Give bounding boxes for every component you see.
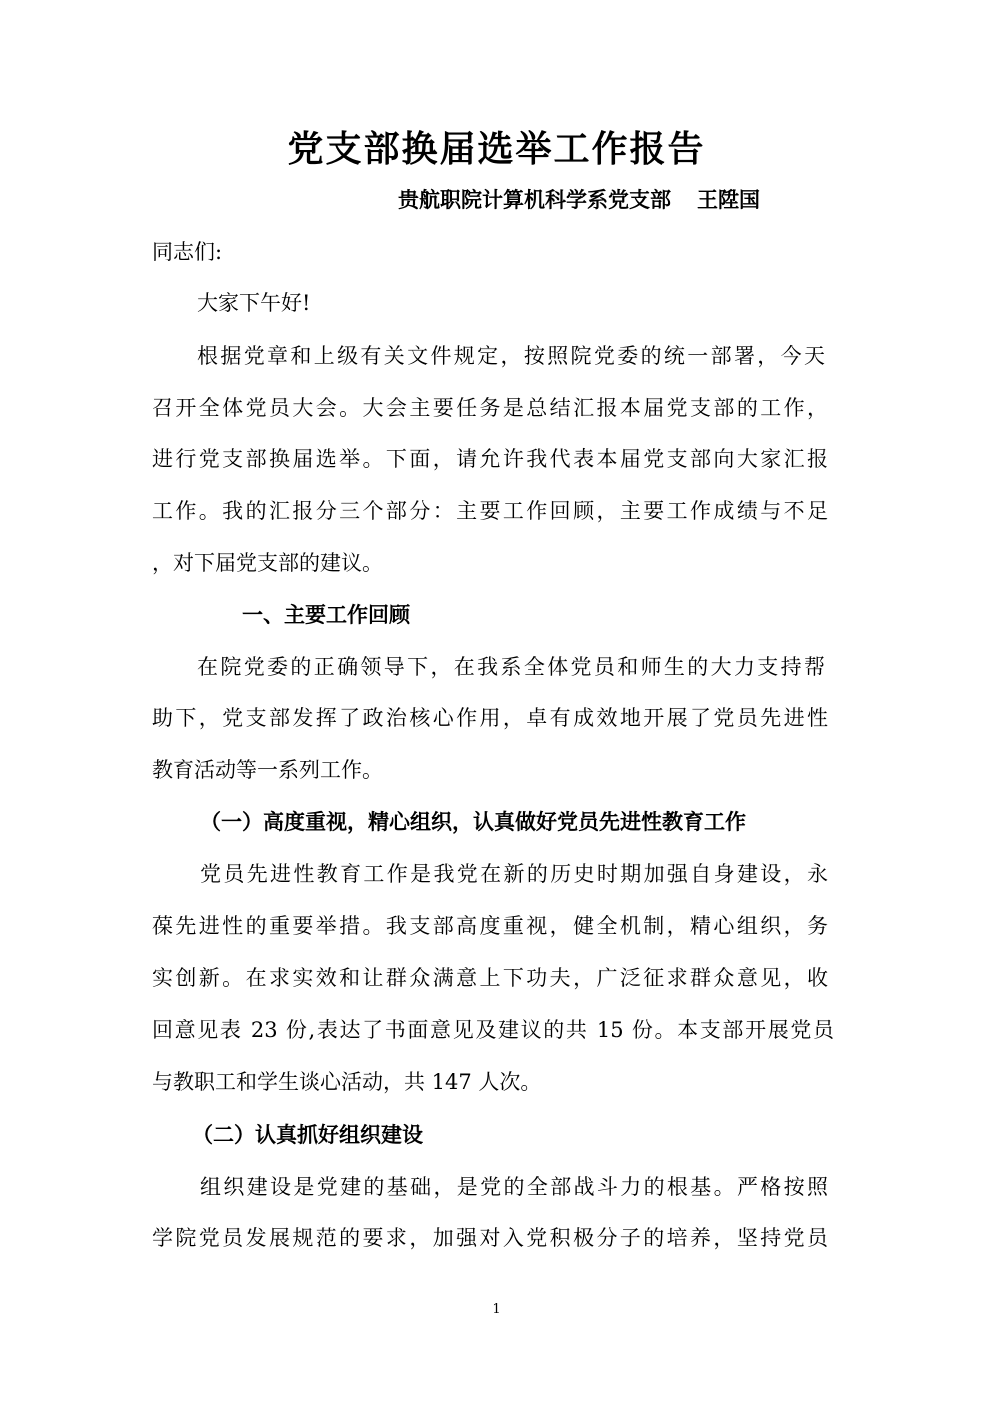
salutation: 同志们: xyxy=(152,240,223,264)
body-line: 工作。我的汇报分三个部分：主要工作回顾，主要工作成绩与不足 xyxy=(152,499,828,523)
byline-organization: 贵航职院计算机科学系党支部 xyxy=(398,187,671,212)
body-line: 实创新。在求实效和让群众满意上下功夫，广泛征求群众意见，收 xyxy=(152,966,828,990)
body-line: 党员先进性教育工作是我党在新的历史时期加强自身建设，永 xyxy=(200,862,828,886)
body-line: 根据党章和上级有关文件规定，按照院党委的统一部署，今天 xyxy=(197,344,825,368)
greeting: 大家下午好! xyxy=(197,291,311,315)
body-line: 助下，党支部发挥了政治核心作用，卓有成效地开展了党员先进性 xyxy=(152,706,828,730)
body-line: 与教职工和学生谈心活动，共 147 人次。 xyxy=(152,1070,542,1094)
document-title: 党支部换届选举工作报告 xyxy=(287,128,706,170)
subsection-heading: （二）认真抓好组织建设 xyxy=(192,1122,423,1147)
body-line: 回意见表 23 份,表达了书面意见及建议的共 15 份。本支部开展党员 xyxy=(152,1018,834,1042)
section-heading: 一、主要工作回顾 xyxy=(242,602,410,627)
page-number: 1 xyxy=(492,1302,501,1317)
body-line: 在院党委的正确领导下，在我系全体党员和师生的大力支持帮 xyxy=(197,655,825,679)
body-line: 召开全体党员大会。大会主要任务是总结汇报本届党支部的工作， xyxy=(152,396,828,420)
body-line: 学院党员发展规范的要求，加强对入党积极分子的培养，坚持党员 xyxy=(152,1226,828,1250)
subsection-heading: （一）高度重视，精心组织，认真做好党员先进性教育工作 xyxy=(200,809,746,834)
body-line: 组织建设是党建的基础，是党的全部战斗力的根基。严格按照 xyxy=(200,1175,828,1199)
body-line: 教育活动等一系列工作。 xyxy=(152,758,383,782)
byline xyxy=(398,182,760,218)
body-line: ，对下届党支部的建议。 xyxy=(152,551,383,575)
body-line: 葆先进性的重要举措。我支部高度重视，健全机制，精心组织，务 xyxy=(152,914,828,938)
byline-author: 王陞国 xyxy=(697,187,760,212)
body-line: 进行党支部换届选举。下面，请允许我代表本届党支部向大家汇报 xyxy=(152,447,828,471)
